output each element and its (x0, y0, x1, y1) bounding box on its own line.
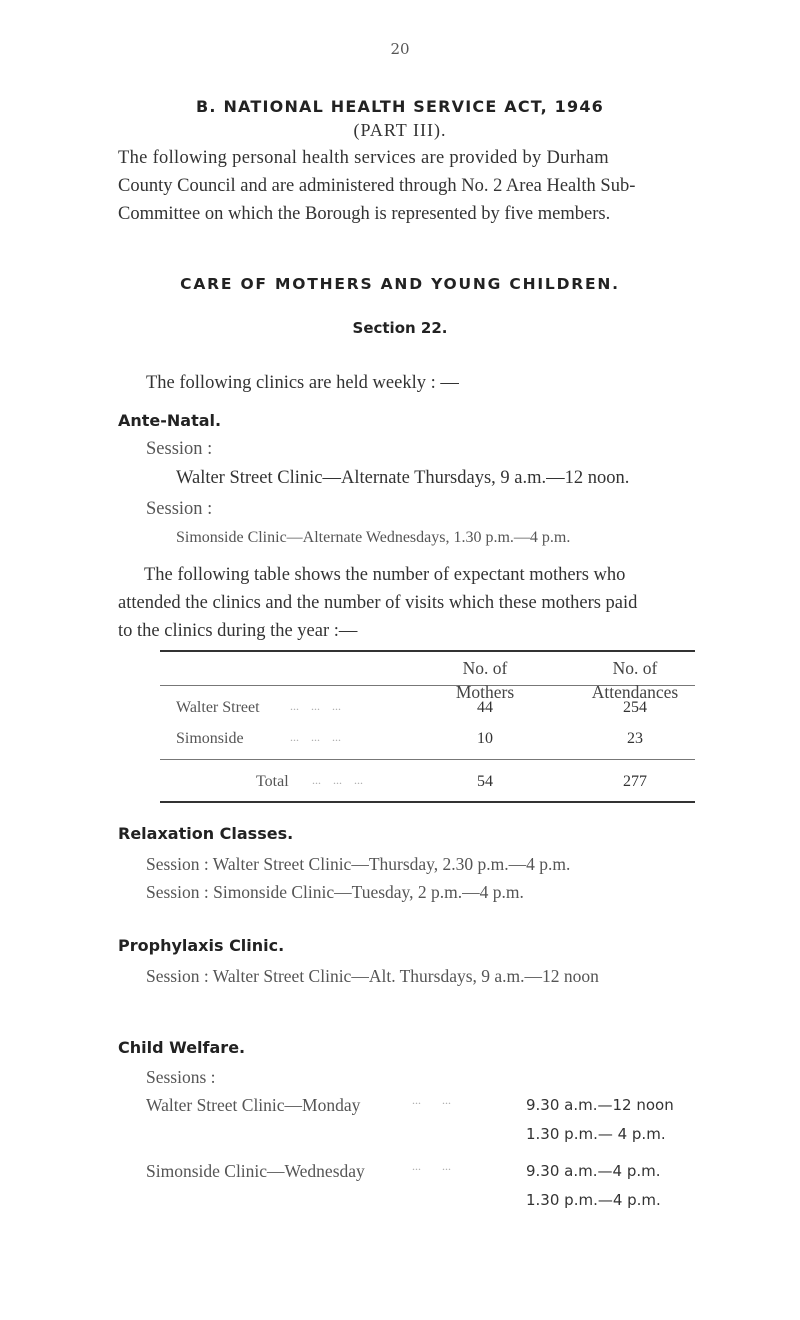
table-intro-line-2: attended the clinics and the number of visits which these mothers paid (118, 593, 638, 613)
row-2-mothers: 10 (477, 730, 493, 747)
care-heading: CARE OF MOTHERS AND YOUNG CHILDREN. (180, 275, 620, 293)
total-dots: ... ... ... (312, 773, 363, 787)
welfare-clinic-2-time-1: 9.30 a.m.—4 p.m. (526, 1162, 661, 1180)
welfare-clinic-1-name: Walter Street Clinic—Monday (146, 1095, 361, 1115)
welfare-clinic-2-time-2: 1.30 p.m.—4 p.m. (526, 1191, 661, 1209)
child-welfare-heading: Child Welfare. (118, 1038, 246, 1057)
clinics-intro: The following clinics are held weekly : — (146, 373, 459, 393)
row-2-dots: ... ... ... (290, 730, 341, 744)
child-welfare-sessions-label: Sessions : (146, 1067, 216, 1087)
act-part: (PART III). (353, 120, 447, 140)
prophylaxis-line-1: Session : Walter Street Clinic—Alt. Thursdays, 9 a.m.—12 noon (146, 966, 599, 986)
relaxation-heading: Relaxation Classes. (118, 824, 294, 843)
row-1-mothers: 44 (477, 699, 493, 716)
row-2-name: Simonside (176, 730, 244, 747)
intro-paragraph (118, 144, 738, 228)
col-mothers-header (430, 656, 540, 704)
intro-line-1: The following personal health services are provided by Durham (118, 148, 609, 168)
prophylaxis-heading: Prophylaxis Clinic. (118, 936, 285, 955)
row-2-attendances: 23 (627, 730, 643, 747)
table-bottom-rule (160, 801, 695, 803)
col-mothers-header-line-2: Mothers (455, 682, 515, 702)
welfare-clinic-1-time-1: 9.30 a.m.—12 noon (526, 1096, 674, 1114)
total-mothers: 54 (477, 773, 493, 790)
welfare-clinic-2-name: Simonside Clinic—Wednesday (146, 1161, 365, 1181)
col-mothers-header-line-1: No. of (462, 658, 508, 678)
col-attendances-header (560, 656, 710, 704)
ante-natal-session-2-label: Session : (146, 499, 213, 519)
ante-natal-session-1-label: Session : (146, 439, 213, 459)
ante-natal-heading: Ante-Natal. (118, 411, 222, 430)
section-heading: Section 22. (352, 319, 448, 337)
table-intro-line-1: The following table shows the number of expectant mothers who (144, 565, 626, 585)
welfare-clinic-1-time-2: 1.30 p.m.— 4 p.m. (526, 1125, 666, 1143)
total-name: Total (256, 773, 289, 790)
ante-natal-session-2-text: Simonside Clinic—Alternate Wednesdays, 1.30 p.m.—4 p.m. (176, 529, 571, 546)
act-title: B. NATIONAL HEALTH SERVICE ACT, 1946 (196, 97, 604, 116)
ante-natal-session-1-text: Walter Street Clinic—Alternate Thursdays, 9 a.m.—12 noon. (176, 468, 630, 488)
relaxation-line-1: Session : Walter Street Clinic—Thursday, 2.30 p.m.—4 p.m. (146, 854, 571, 874)
welfare-clinic-1-dots: ... ... (412, 1093, 451, 1107)
col-attendances-header-line-2: Attendances (591, 682, 679, 702)
table-total-rule (160, 759, 695, 760)
relaxation-line-2: Session : Simonside Clinic—Tuesday, 2 p.m.—4 p.m. (146, 882, 524, 902)
table-intro (118, 561, 738, 645)
row-1-name: Walter Street (176, 699, 260, 716)
total-attendances: 277 (623, 773, 647, 790)
table-top-rule (160, 650, 695, 652)
table-intro-line-3: to the clinics during the year :— (118, 621, 358, 641)
welfare-clinic-2-dots: ... ... (412, 1159, 451, 1173)
col-attendances-header-line-1: No. of (612, 658, 658, 678)
intro-line-3: Committee on which the Borough is represented by five members. (118, 204, 611, 224)
page-number: 20 (390, 40, 410, 58)
row-1-dots: ... ... ... (290, 699, 341, 713)
intro-line-2: County Council and are administered through No. 2 Area Health Sub- (118, 176, 636, 196)
row-1-attendances: 254 (623, 699, 647, 716)
